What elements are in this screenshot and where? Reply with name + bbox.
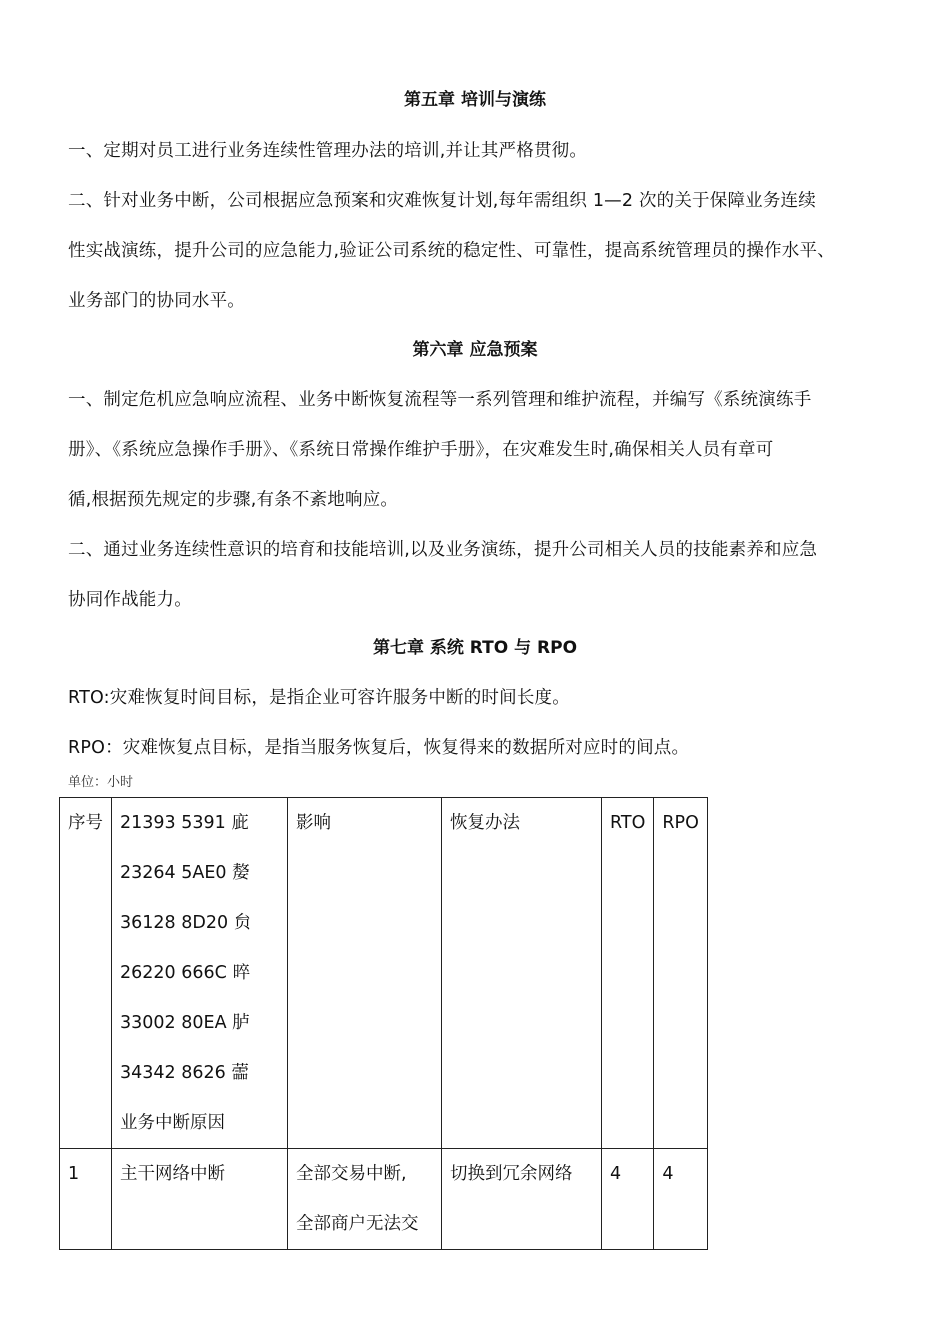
table-header-row <box>60 798 708 1149</box>
cause-line: 23264 5AE0 嫠 <box>120 863 250 883</box>
chapter6-paragraph-1 <box>68 375 898 525</box>
header-cause <box>112 798 288 1149</box>
text-line: RPO：灾难恢复点目标，是指当服务恢复后，恢复得来的数据所对应时的间点。 <box>68 738 690 758</box>
text-line: 协同作战能力。 <box>68 590 192 610</box>
text-line: 二、通过业务连续性意识的培育和技能培训,以及业务演练，提升公司相关人员的技能素养和应急 <box>68 540 818 560</box>
cell-impact: 全部交易中断, 全部商户无法交 <box>288 1149 442 1250</box>
cause-line: 21393 5391 庛 <box>120 813 249 833</box>
cause-line: 34342 8626 蘦 <box>120 1063 249 1083</box>
table-row <box>60 1149 708 1250</box>
cell-rpo: 4 <box>654 1149 708 1250</box>
cell-rto: 4 <box>602 1149 654 1250</box>
cause-line: 33002 80EA 胪 <box>120 1013 250 1033</box>
text-line: 二、针对业务中断，公司根据应急预案和灾难恢复计划,每年需组织 1—2 次的关于保障业务连续 <box>68 191 816 211</box>
cause-line: 业务中断原因 <box>120 1113 225 1133</box>
rto-definition <box>68 673 898 723</box>
header-rto: RTO <box>602 798 654 1149</box>
chapter5-paragraph-1 <box>68 126 898 176</box>
header-rpo: RPO <box>654 798 708 1149</box>
chapter7-title: 第七章 系统 RTO 与 RPO <box>372 638 578 658</box>
chapter6-title: 第六章 应急预案 <box>412 340 538 360</box>
rto-rpo-table <box>59 797 708 1250</box>
text-line: 循,根据预先规定的步骤,有条不紊地响应。 <box>68 490 399 510</box>
chapter5-paragraph-2 <box>68 176 898 326</box>
header-seq: 序号 <box>60 798 112 1149</box>
cell-seq: 1 <box>60 1149 112 1250</box>
unit-label: 单位：小时 <box>68 775 134 790</box>
text-line: RTO:灾难恢复时间目标，是指企业可容许服务中断的时间长度。 <box>68 688 570 708</box>
text-line: 性实战演练，提升公司的应急能力,验证公司系统的稳定性、可靠性，提高系统管理员的操作水平、 <box>68 241 835 261</box>
cell-method: 切换到冗余网络 <box>442 1149 602 1250</box>
header-method: 恢复办法 <box>442 798 602 1149</box>
text-line: 业务部门的协同水平。 <box>68 291 245 311</box>
rpo-definition <box>68 723 898 773</box>
chapter5-title: 第五章 培训与演练 <box>404 90 546 110</box>
text-line: 一、制定危机应急响应流程、业务中断恢复流程等一系列管理和维护流程，并编写《系统演练手 <box>68 390 812 410</box>
header-impact: 影响 <box>288 798 442 1149</box>
cause-line: 26220 666C 晬 <box>120 963 250 983</box>
chapter6-paragraph-2 <box>68 525 898 625</box>
cause-line: 36128 8D20 贠 <box>120 913 252 933</box>
cell-cause: 主干网络中断 <box>112 1149 288 1250</box>
text-line: 一、定期对员工进行业务连续性管理办法的培训,并让其严格贯彻。 <box>68 141 588 161</box>
text-line: 册》、《系统应急操作手册》、《系统日常操作维护手册》，在灾难发生时,确保相关人员有章可 <box>68 440 774 460</box>
